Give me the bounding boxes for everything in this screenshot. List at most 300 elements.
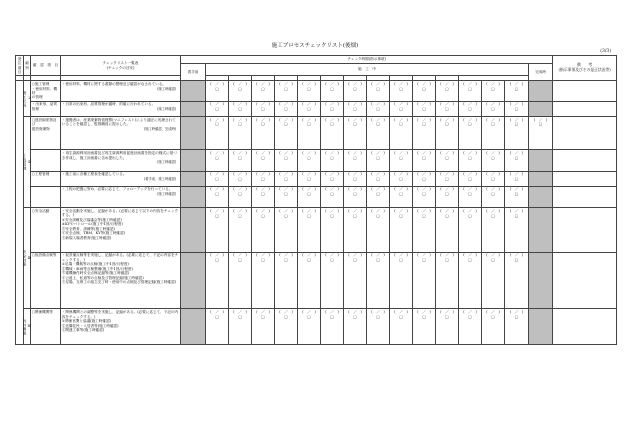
during-check-cell[interactable]	[298, 81, 321, 101]
checkbox[interactable]: □	[284, 155, 288, 160]
checkbox[interactable]: □	[468, 258, 472, 263]
during-check-cell[interactable]	[367, 101, 390, 116]
checkbox[interactable]: □	[399, 314, 403, 319]
check-date[interactable]: ( ／ )	[509, 172, 524, 177]
check-date[interactable]: ( ／ )	[371, 151, 385, 156]
during-check-cell[interactable]	[252, 252, 275, 309]
during-check-cell[interactable]	[252, 208, 275, 253]
notes-cell[interactable]	[553, 171, 617, 186]
check-date[interactable]: ( ／ )	[486, 102, 500, 107]
during-check-cell[interactable]	[390, 171, 413, 186]
check-date[interactable]: ( ／ )	[233, 187, 247, 192]
check-date[interactable]: ( ／ )	[325, 187, 339, 192]
check-date[interactable]: ( ／ )	[371, 82, 385, 87]
during-check-cell[interactable]	[206, 252, 229, 309]
check-date[interactable]: ( ／ )	[302, 187, 316, 192]
during-check-cell[interactable]	[505, 186, 529, 207]
checkbox[interactable]: □	[215, 155, 219, 160]
start-check-cell[interactable]	[181, 81, 206, 101]
check-date[interactable]: ( ／ )	[348, 208, 362, 213]
checkbox[interactable]: □	[330, 258, 334, 263]
check-date[interactable]: ( ／ )	[256, 208, 270, 213]
checkbox[interactable]: □	[491, 258, 495, 263]
checkbox[interactable]: □	[353, 155, 357, 160]
check-date[interactable]: ( ／ )	[302, 102, 316, 107]
complete-check-cell[interactable]	[529, 208, 553, 253]
start-check-cell[interactable]	[181, 186, 206, 207]
check-date[interactable]: ( ／ )	[486, 172, 500, 177]
checkbox[interactable]: □	[307, 258, 311, 263]
start-check-cell[interactable]	[181, 101, 206, 116]
checkbox[interactable]: □	[514, 122, 519, 127]
checkbox[interactable]: □	[445, 258, 449, 263]
checkbox[interactable]: □	[399, 177, 403, 182]
during-check-cell[interactable]	[482, 208, 505, 253]
during-check-cell[interactable]	[298, 309, 321, 345]
checkbox[interactable]: □	[468, 155, 472, 160]
during-check-cell[interactable]	[413, 186, 436, 207]
during-check-cell[interactable]	[206, 81, 229, 101]
during-check-cell[interactable]	[229, 208, 252, 253]
checkbox[interactable]: □	[215, 314, 219, 319]
during-check-cell[interactable]	[505, 309, 529, 345]
during-check-cell[interactable]	[505, 208, 529, 253]
checkbox[interactable]: □	[422, 122, 426, 127]
checkbox[interactable]: □	[353, 314, 357, 319]
during-check-cell[interactable]	[275, 117, 298, 150]
during-check-cell[interactable]	[252, 309, 275, 345]
check-date[interactable]: ( ／ )	[394, 82, 408, 87]
during-check-cell[interactable]	[275, 208, 298, 253]
during-check-cell[interactable]	[344, 81, 367, 101]
check-date[interactable]: ( ／ )	[394, 253, 408, 258]
checkbox[interactable]: □	[238, 107, 242, 112]
during-check-cell[interactable]	[390, 117, 413, 150]
check-date[interactable]: ( ／ )	[394, 208, 408, 213]
complete-check-cell[interactable]	[529, 186, 553, 207]
checkbox[interactable]: □	[399, 213, 403, 218]
check-date[interactable]: ( ／ )	[509, 310, 524, 315]
checkbox[interactable]: □	[238, 314, 242, 319]
during-check-cell[interactable]	[344, 186, 367, 207]
during-check-cell[interactable]	[252, 101, 275, 116]
check-date[interactable]: ( ／ )	[210, 117, 224, 122]
check-date[interactable]: ( ／ )	[210, 172, 224, 177]
checkbox[interactable]: □	[307, 155, 311, 160]
during-check-cell[interactable]	[252, 150, 275, 171]
during-check-cell[interactable]	[390, 186, 413, 207]
during-check-cell[interactable]	[344, 171, 367, 186]
check-date[interactable]: ( ／ )	[509, 187, 524, 192]
complete-check-cell[interactable]	[529, 150, 553, 171]
checkbox[interactable]: □	[238, 192, 242, 197]
during-check-cell[interactable]	[413, 309, 436, 345]
during-check-cell[interactable]	[436, 252, 459, 309]
check-date[interactable]: ( ／ )	[210, 253, 224, 258]
check-date[interactable]: ( ／ )	[279, 172, 293, 177]
check-date[interactable]: ( ／ )	[256, 117, 270, 122]
during-check-cell[interactable]	[206, 309, 229, 345]
notes-cell[interactable]	[553, 208, 617, 253]
check-date[interactable]: ( ／ )	[302, 82, 316, 87]
check-date[interactable]: ( ／ )	[348, 187, 362, 192]
checkbox[interactable]: □	[422, 314, 426, 319]
checkbox[interactable]: □	[238, 122, 242, 127]
during-check-cell[interactable]	[275, 171, 298, 186]
during-check-cell[interactable]	[367, 309, 390, 345]
checkbox[interactable]: □	[330, 155, 334, 160]
check-date[interactable]: ( ／ )	[210, 310, 224, 315]
during-check-cell[interactable]	[505, 117, 529, 150]
checkbox[interactable]: □	[330, 192, 334, 197]
checkbox[interactable]: □	[422, 258, 426, 263]
during-check-cell[interactable]	[413, 117, 436, 150]
check-date[interactable]: ( ／ )	[463, 208, 477, 213]
checkbox[interactable]: □	[376, 314, 380, 319]
checkbox[interactable]: □	[376, 107, 380, 112]
check-date[interactable]: ( ／ )	[256, 151, 270, 156]
checkbox[interactable]: □	[399, 258, 403, 263]
during-check-cell[interactable]	[436, 150, 459, 171]
checkbox[interactable]: □	[353, 258, 357, 263]
checkbox[interactable]: □	[284, 192, 288, 197]
during-check-cell[interactable]	[367, 186, 390, 207]
during-check-cell[interactable]	[367, 208, 390, 253]
checkbox[interactable]: □	[399, 122, 403, 127]
checkbox[interactable]: □	[445, 314, 449, 319]
check-date[interactable]: ( ／ )	[394, 172, 408, 177]
during-check-cell[interactable]	[367, 150, 390, 171]
check-date[interactable]: ( ／ )	[279, 310, 293, 315]
during-check-cell[interactable]	[459, 101, 482, 116]
checkbox[interactable]: □	[445, 122, 449, 127]
check-date[interactable]: ( ／ )	[325, 208, 339, 213]
start-check-cell[interactable]	[181, 171, 206, 186]
start-check-cell[interactable]	[181, 208, 206, 253]
during-check-cell[interactable]	[459, 81, 482, 101]
check-date[interactable]: ( ／ )	[279, 253, 293, 258]
checkbox[interactable]: □	[330, 122, 334, 127]
checkbox[interactable]: □	[330, 213, 334, 218]
during-check-cell[interactable]	[413, 81, 436, 101]
check-date[interactable]: ( ／ )	[394, 310, 408, 315]
checkbox[interactable]: □	[468, 122, 472, 127]
checkbox[interactable]: □	[284, 122, 288, 127]
check-date[interactable]: ( ／ )	[371, 208, 385, 213]
checkbox[interactable]: □	[307, 122, 311, 127]
during-check-cell[interactable]	[413, 252, 436, 309]
during-check-cell[interactable]	[206, 186, 229, 207]
during-check-cell[interactable]	[436, 208, 459, 253]
during-check-cell[interactable]	[505, 101, 529, 116]
checkbox[interactable]: □	[399, 86, 403, 91]
check-date[interactable]: ( ／ )	[348, 310, 362, 315]
checkbox[interactable]: □	[261, 86, 265, 91]
during-check-cell[interactable]	[344, 309, 367, 345]
during-check-cell[interactable]	[275, 186, 298, 207]
during-check-cell[interactable]	[229, 186, 252, 207]
check-date[interactable]: ( ／ )	[348, 102, 362, 107]
check-date[interactable]: ( ／ )	[417, 172, 431, 177]
check-date[interactable]: ( ／ )	[325, 172, 339, 177]
complete-check-cell[interactable]	[529, 252, 553, 309]
during-check-cell[interactable]	[252, 171, 275, 186]
check-date[interactable]: ( ／ )	[348, 172, 362, 177]
checkbox[interactable]: □	[215, 258, 219, 263]
during-check-cell[interactable]	[459, 117, 482, 150]
check-date[interactable]: ( ／ )	[417, 117, 431, 122]
check-date[interactable]: ( ／ )	[279, 151, 293, 156]
check-date[interactable]: ( ／ )	[533, 117, 548, 122]
during-check-cell[interactable]	[321, 117, 344, 150]
during-check-cell[interactable]	[206, 208, 229, 253]
during-check-cell[interactable]	[206, 171, 229, 186]
during-check-cell[interactable]	[298, 186, 321, 207]
check-date[interactable]: ( ／ )	[302, 208, 316, 213]
check-date[interactable]: ( ／ )	[279, 208, 293, 213]
during-check-cell[interactable]	[252, 81, 275, 101]
during-check-cell[interactable]	[229, 171, 252, 186]
during-check-cell[interactable]	[344, 208, 367, 253]
checkbox[interactable]: □	[514, 177, 519, 182]
during-check-cell[interactable]	[344, 101, 367, 116]
checkbox[interactable]: □	[445, 177, 449, 182]
check-date[interactable]: ( ／ )	[486, 310, 500, 315]
check-date[interactable]: ( ／ )	[371, 172, 385, 177]
checkbox[interactable]: □	[353, 177, 357, 182]
check-date[interactable]: ( ／ )	[486, 187, 500, 192]
checkbox[interactable]: □	[376, 86, 380, 91]
during-check-cell[interactable]	[459, 171, 482, 186]
checkbox[interactable]: □	[514, 258, 519, 263]
checkbox[interactable]: □	[284, 86, 288, 91]
checkbox[interactable]: □	[468, 314, 472, 319]
during-check-cell[interactable]	[390, 252, 413, 309]
during-check-cell[interactable]	[321, 171, 344, 186]
checkbox[interactable]: □	[445, 155, 449, 160]
checkbox[interactable]: □	[422, 107, 426, 112]
during-check-cell[interactable]	[459, 309, 482, 345]
during-check-cell[interactable]	[206, 101, 229, 116]
check-date[interactable]: ( ／ )	[233, 253, 247, 258]
checkbox[interactable]: □	[445, 192, 449, 197]
check-date[interactable]: ( ／ )	[463, 151, 477, 156]
check-date[interactable]: ( ／ )	[302, 172, 316, 177]
check-date[interactable]: ( ／ )	[325, 82, 339, 87]
check-date[interactable]: ( ／ )	[463, 187, 477, 192]
during-check-cell[interactable]	[436, 81, 459, 101]
checkbox[interactable]: □	[468, 192, 472, 197]
check-date[interactable]: ( ／ )	[233, 102, 247, 107]
during-check-cell[interactable]	[413, 150, 436, 171]
checkbox[interactable]: □	[376, 213, 380, 218]
during-check-cell[interactable]	[298, 101, 321, 116]
during-check-cell[interactable]	[367, 81, 390, 101]
during-check-cell[interactable]	[390, 81, 413, 101]
check-date[interactable]: ( ／ )	[302, 310, 316, 315]
checkbox[interactable]: □	[238, 258, 242, 263]
check-date[interactable]: ( ／ )	[417, 151, 431, 156]
check-date[interactable]: ( ／ )	[256, 82, 270, 87]
during-check-cell[interactable]	[482, 309, 505, 345]
notes-cell[interactable]	[553, 252, 617, 309]
during-check-cell[interactable]	[390, 309, 413, 345]
during-check-cell[interactable]	[390, 101, 413, 116]
check-date[interactable]: ( ／ )	[463, 102, 477, 107]
check-date[interactable]: ( ／ )	[210, 151, 224, 156]
during-check-cell[interactable]	[252, 117, 275, 150]
check-date[interactable]: ( ／ )	[256, 253, 270, 258]
during-check-cell[interactable]	[482, 81, 505, 101]
during-check-cell[interactable]	[459, 186, 482, 207]
check-date[interactable]: ( ／ )	[256, 102, 270, 107]
checkbox[interactable]: □	[445, 86, 449, 91]
checkbox[interactable]: □	[399, 155, 403, 160]
check-date[interactable]: ( ／ )	[463, 172, 477, 177]
during-check-cell[interactable]	[321, 252, 344, 309]
during-check-cell[interactable]	[367, 117, 390, 150]
check-date[interactable]: ( ／ )	[440, 208, 454, 213]
check-date[interactable]: ( ／ )	[371, 253, 385, 258]
checkbox[interactable]: □	[261, 314, 265, 319]
check-date[interactable]: ( ／ )	[417, 208, 431, 213]
checkbox[interactable]: □	[215, 192, 219, 197]
during-check-cell[interactable]	[321, 208, 344, 253]
check-date[interactable]: ( ／ )	[417, 187, 431, 192]
during-check-cell[interactable]	[367, 171, 390, 186]
checkbox[interactable]: □	[330, 86, 334, 91]
checkbox[interactable]: □	[215, 177, 219, 182]
check-date[interactable]: ( ／ )	[509, 82, 524, 87]
check-date[interactable]: ( ／ )	[256, 310, 270, 315]
check-date[interactable]: ( ／ )	[325, 151, 339, 156]
checkbox[interactable]: □	[215, 213, 219, 218]
during-check-cell[interactable]	[482, 171, 505, 186]
checkbox[interactable]: □	[491, 155, 495, 160]
check-date[interactable]: ( ／ )	[233, 117, 247, 122]
check-date[interactable]: ( ／ )	[440, 310, 454, 315]
checkbox[interactable]: □	[514, 213, 519, 218]
check-date[interactable]: ( ／ )	[509, 208, 524, 213]
check-date[interactable]: ( ／ )	[486, 151, 500, 156]
checkbox[interactable]: □	[514, 155, 519, 160]
during-check-cell[interactable]	[390, 208, 413, 253]
checkbox[interactable]: □	[284, 107, 288, 112]
check-date[interactable]: ( ／ )	[279, 82, 293, 87]
check-date[interactable]: ( ／ )	[371, 102, 385, 107]
check-date[interactable]: ( ／ )	[279, 187, 293, 192]
checkbox[interactable]: □	[514, 107, 519, 112]
during-check-cell[interactable]	[505, 150, 529, 171]
during-check-cell[interactable]	[459, 150, 482, 171]
checkbox[interactable]: □	[514, 314, 519, 319]
checkbox[interactable]: □	[261, 122, 265, 127]
check-date[interactable]: ( ／ )	[417, 253, 431, 258]
during-check-cell[interactable]	[436, 309, 459, 345]
during-check-cell[interactable]	[321, 309, 344, 345]
during-check-cell[interactable]	[229, 150, 252, 171]
during-check-cell[interactable]	[367, 252, 390, 309]
start-check-cell[interactable]	[181, 150, 206, 171]
check-date[interactable]: ( ／ )	[371, 310, 385, 315]
during-check-cell[interactable]	[298, 150, 321, 171]
checkbox[interactable]: □	[238, 177, 242, 182]
check-date[interactable]: ( ／ )	[371, 187, 385, 192]
during-check-cell[interactable]	[436, 101, 459, 116]
checkbox[interactable]: □	[376, 258, 380, 263]
check-date[interactable]: ( ／ )	[233, 310, 247, 315]
check-date[interactable]: ( ／ )	[463, 82, 477, 87]
checkbox[interactable]: □	[445, 213, 449, 218]
during-check-cell[interactable]	[321, 81, 344, 101]
checkbox[interactable]: □	[399, 107, 403, 112]
checkbox[interactable]: □	[307, 177, 311, 182]
check-date[interactable]: ( ／ )	[348, 117, 362, 122]
during-check-cell[interactable]	[482, 150, 505, 171]
notes-cell[interactable]	[553, 309, 617, 345]
during-check-cell[interactable]	[436, 186, 459, 207]
during-check-cell[interactable]	[229, 117, 252, 150]
checkbox[interactable]: □	[284, 213, 288, 218]
during-check-cell[interactable]	[344, 150, 367, 171]
during-check-cell[interactable]	[206, 117, 229, 150]
check-date[interactable]: ( ／ )	[348, 253, 362, 258]
check-date[interactable]: ( ／ )	[463, 117, 477, 122]
checkbox[interactable]: □	[238, 155, 242, 160]
check-date[interactable]: ( ／ )	[210, 82, 224, 87]
check-date[interactable]: ( ／ )	[325, 253, 339, 258]
checkbox[interactable]: □	[491, 213, 495, 218]
check-date[interactable]: ( ／ )	[348, 82, 362, 87]
during-check-cell[interactable]	[229, 101, 252, 116]
checkbox[interactable]: □	[238, 86, 242, 91]
checkbox[interactable]: □	[307, 192, 311, 197]
during-check-cell[interactable]	[275, 309, 298, 345]
check-date[interactable]: ( ／ )	[486, 253, 500, 258]
checkbox[interactable]: □	[422, 155, 426, 160]
check-date[interactable]: ( ／ )	[325, 102, 339, 107]
checkbox[interactable]: □	[468, 107, 472, 112]
check-date[interactable]: ( ／ )	[394, 151, 408, 156]
check-date[interactable]: ( ／ )	[440, 253, 454, 258]
check-date[interactable]: ( ／ )	[233, 82, 247, 87]
during-check-cell[interactable]	[229, 81, 252, 101]
during-check-cell[interactable]	[298, 208, 321, 253]
during-check-cell[interactable]	[321, 150, 344, 171]
checkbox[interactable]: □	[261, 107, 265, 112]
checkbox[interactable]: □	[353, 86, 357, 91]
checkbox[interactable]: □	[422, 177, 426, 182]
checkbox[interactable]: □	[261, 155, 265, 160]
check-date[interactable]: ( ／ )	[256, 187, 270, 192]
check-date[interactable]: ( ／ )	[233, 172, 247, 177]
during-check-cell[interactable]	[459, 208, 482, 253]
checkbox[interactable]: □	[353, 192, 357, 197]
checkbox[interactable]: □	[353, 107, 357, 112]
during-check-cell[interactable]	[229, 252, 252, 309]
checkbox[interactable]: □	[422, 86, 426, 91]
during-check-cell[interactable]	[298, 171, 321, 186]
check-date[interactable]: ( ／ )	[440, 82, 454, 87]
check-date[interactable]: ( ／ )	[233, 208, 247, 213]
check-date[interactable]: ( ／ )	[210, 187, 224, 192]
during-check-cell[interactable]	[505, 252, 529, 309]
check-date[interactable]: ( ／ )	[509, 151, 524, 156]
check-date[interactable]: ( ／ )	[371, 117, 385, 122]
check-date[interactable]: ( ／ )	[394, 117, 408, 122]
during-check-cell[interactable]	[390, 150, 413, 171]
check-date[interactable]: ( ／ )	[486, 82, 500, 87]
